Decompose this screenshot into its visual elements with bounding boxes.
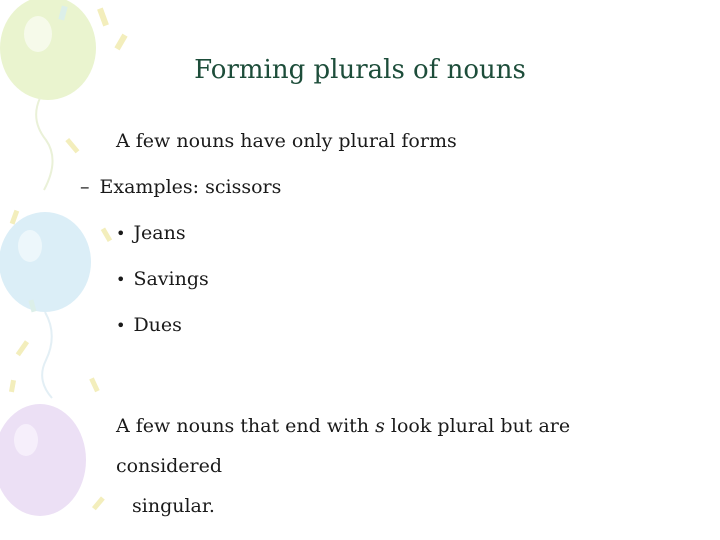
note-text: look plural but are considered bbox=[116, 415, 571, 477]
intro-text: A few nouns have only plural forms bbox=[116, 130, 457, 152]
note-text: A few nouns that end with bbox=[116, 415, 376, 437]
dash-marker: – bbox=[80, 176, 90, 198]
note-paragraph bbox=[116, 406, 676, 526]
purple-balloon bbox=[0, 404, 86, 516]
examples-label: Examples: scissors bbox=[99, 176, 282, 198]
examples-line bbox=[80, 176, 281, 198]
note-line-2: singular. bbox=[132, 495, 215, 517]
bullet-icon: • bbox=[116, 270, 126, 289]
bullet-icon: • bbox=[116, 316, 126, 335]
note-line-1 bbox=[116, 406, 676, 486]
bullet-text: Savings bbox=[133, 268, 209, 290]
green-balloon bbox=[0, 0, 96, 100]
bullet-text: Jeans bbox=[133, 222, 186, 244]
bullet-icon: • bbox=[116, 224, 126, 243]
bullet-item bbox=[116, 268, 209, 290]
note-italic-s: s bbox=[375, 415, 385, 437]
blue-balloon bbox=[0, 212, 91, 312]
bullet-item bbox=[116, 314, 182, 336]
slide-title: Forming plurals of nouns bbox=[194, 55, 526, 85]
bullet-item bbox=[116, 222, 186, 244]
bullet-text: Dues bbox=[133, 314, 182, 336]
